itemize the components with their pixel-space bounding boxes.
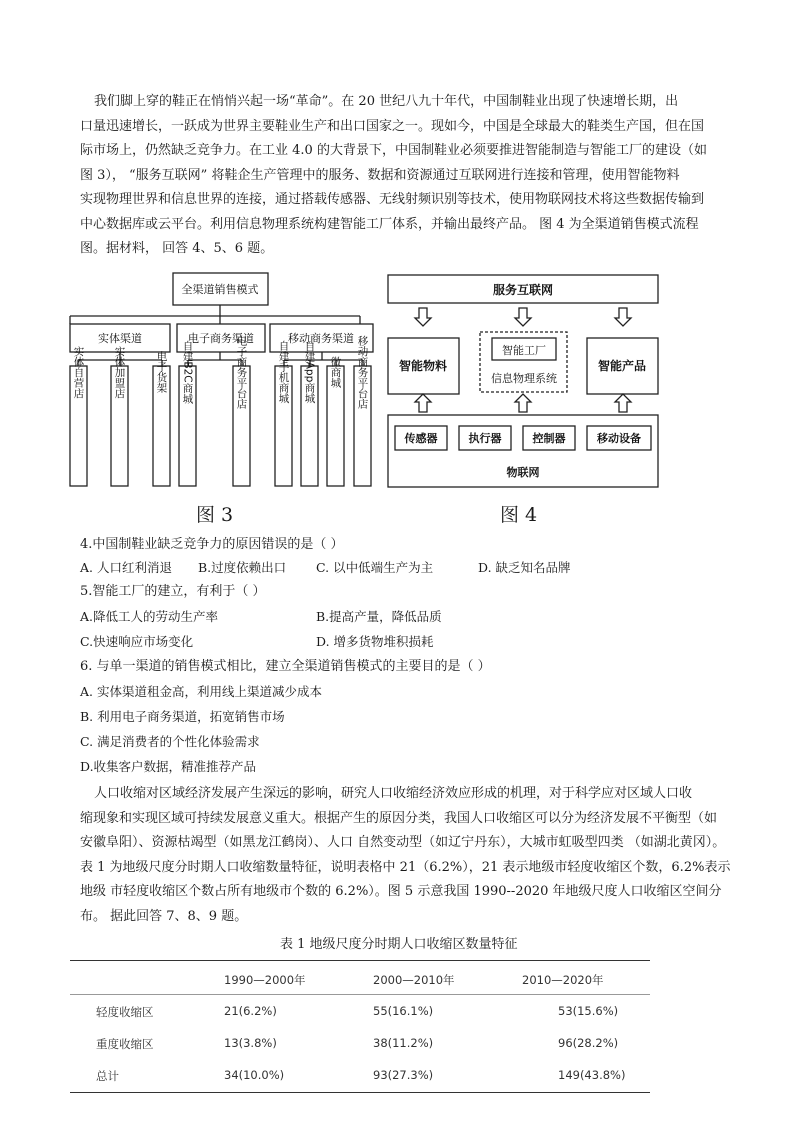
- fig4-device-label: 执行器: [468, 432, 502, 445]
- table-cell: 34(10.0%): [224, 1068, 285, 1082]
- question-4-stem: 4.中国制鞋业缺乏竞争力的原因错误的是（ ）: [80, 537, 344, 552]
- q4-option-a[interactable]: A. 人口红利消退: [80, 560, 172, 575]
- figure-4-diagram: [386, 272, 668, 492]
- table-header-cell: 2010—2020年: [522, 973, 604, 987]
- passage-1-line: 口量迅速增长，一跃成为世界主要鞋业生产和出口国家之一。现如今，中国是全球最大的鞋类生产国，但在国: [80, 118, 705, 134]
- fig3-group-label: 电子商务渠道: [188, 332, 254, 345]
- table-cell: 38(11.2%): [373, 1036, 434, 1050]
- q4-option-b[interactable]: B.过度依赖出口: [198, 560, 287, 575]
- table-cell: 96(28.2%): [558, 1036, 619, 1050]
- q5-option-b[interactable]: B.提高产量，降低品质: [316, 609, 442, 624]
- fig4-arrow-down: [515, 308, 531, 326]
- table-cell: 21(6.2%): [224, 1004, 277, 1018]
- question-5-stem: 5.智能工厂的建立，有利于（ ）: [80, 584, 266, 599]
- passage-1-line: 中心数据库或云平台。利用信息物理系统构建智能工厂体系，并输出最终产品。 图 4 为全渠道销售模式流程: [80, 216, 699, 232]
- fig4-device-label: 传感器: [404, 432, 438, 445]
- fig4-arrow-up: [615, 394, 631, 412]
- passage-2-line: 安徽阜阳）、资源枯竭型（如黑龙江鹤岗）、人口 自然变动型（如辽宁丹东），大城市虹吸型四类 （如湖北黄冈）。: [80, 835, 726, 850]
- table-header-row: [70, 972, 650, 1000]
- passage-2-line: 表 1 为地级尺度分时期人口收缩数量特征，说明表格中 21（6.2%），21 表示地级市轻度收缩区个数，6.2%表示: [80, 859, 731, 875]
- fig3-root-label: 全渠道销售模式: [181, 283, 259, 296]
- fig4-factory-label: 智能工厂: [502, 344, 546, 357]
- fig4-arrow-up: [515, 394, 531, 412]
- figure-3-caption: 图 3: [196, 504, 234, 526]
- fig3-leaf-label: 电子货架: [155, 351, 168, 393]
- passage-1-line: 实现物理世界和信息世界的连接，通过搭载传感器、无线射频识别等技术，使用物联网技术将这些数据传输到: [80, 192, 705, 207]
- fig3-leaf-label: 自建B2C商城: [181, 340, 194, 404]
- fig4-device-label: 移动设备: [597, 432, 641, 445]
- fig3-leaf-label: 电子商务平台店: [235, 335, 248, 409]
- table-cell: 轻度收缩区: [96, 1005, 154, 1019]
- passage-2-line: 缩现象和实现区域可持续发展意义重大。根据产生的原因分类，我国人口收缩区可以分为经济发展不平衡型（如: [80, 810, 718, 826]
- fig3-leaf-label: 实体自营店: [72, 345, 85, 399]
- fig4-arrow-up: [415, 394, 431, 412]
- fig4-arrow-down: [415, 308, 431, 326]
- table-cell: 53(15.6%): [558, 1004, 619, 1018]
- table-cell: 13(3.8%): [224, 1036, 277, 1050]
- fig3-leaf-label: 自建App商城: [303, 340, 316, 404]
- table-1-title: 表 1 地级尺度分时期人口收缩区数量特征: [280, 937, 518, 952]
- table-cell: 重度收缩区: [96, 1037, 154, 1051]
- q5-option-d[interactable]: D. 增多货物堆积损耗: [316, 634, 434, 649]
- fig3-leaf-label: 微商城: [329, 356, 342, 388]
- passage-2-line: 人口收缩对区域经济发展产生深远的影响，研究人口收缩经济效应形成的机理，对于科学应对区域人口收: [94, 786, 693, 801]
- table-row: [70, 1004, 650, 1032]
- fig4-cps-label: 信息物理系统: [491, 372, 557, 385]
- passage-1-line: 我们脚上穿的鞋正在悄悄兴起一场“革命”。在 20 世纪八九十年代，中国制鞋业出现了快速增长期，出: [94, 94, 679, 109]
- passage-2-line: 布。 据此回答 7、8、9 题。: [80, 908, 248, 924]
- q6-option-a[interactable]: A. 实体渠道租金高，利用线上渠道减少成本: [80, 684, 322, 699]
- fig3-leaf-label: 自建手机商城: [277, 340, 290, 404]
- q6-option-d[interactable]: D.收集客户数据，精准推荐产品: [80, 759, 257, 774]
- table-cell: 55(16.1%): [373, 1004, 434, 1018]
- figure-4-caption: 图 4: [500, 504, 538, 526]
- fig4-right-label: 智能产品: [597, 359, 647, 373]
- fig3-group-label: 实体渠道: [98, 332, 142, 345]
- question-6-stem: 6. 与单一渠道的销售模式相比，建立全渠道销售模式的主要目的是（ ）: [80, 659, 491, 674]
- table-row: [70, 1036, 650, 1064]
- fig3-group-label: 移动商务渠道: [288, 332, 354, 345]
- table-header-cell: 1990—2000年: [224, 973, 306, 987]
- q4-option-c[interactable]: C. 以中低端生产为主: [316, 560, 434, 575]
- fig4-arrow-down: [615, 308, 631, 326]
- q5-option-a[interactable]: A.降低工人的劳动生产率: [80, 609, 219, 624]
- q6-option-b[interactable]: B. 利用电子商务渠道，拓宽销售市场: [80, 709, 285, 724]
- fig4-iot-label: 物联网: [506, 466, 540, 479]
- passage-2-line: 地级 市轻度收缩区个数占所有地级市个数的 6.2%）。图 5 示意我国 1990--2020 年地级尺度人口收缩区空间分: [80, 884, 722, 899]
- fig4-top-label: 服务互联网: [492, 283, 554, 297]
- table-cell: 总计: [96, 1069, 119, 1083]
- table-header-cell: 2000—2010年: [373, 973, 455, 987]
- fig3-leaf-label: 移动商务平台店: [356, 335, 369, 409]
- figure-3-diagram: [60, 268, 380, 494]
- fig3-leaf-label: 实体加盟店: [113, 345, 126, 399]
- q4-option-d[interactable]: D. 缺乏知名品牌: [478, 560, 571, 575]
- q5-option-c[interactable]: C.快速响应市场变化: [80, 634, 194, 649]
- passage-1-line: 图。据材料， 回答 4、5、6 题。: [80, 241, 274, 256]
- passage-1-line: 图 3）， “服务互联网” 将鞋企生产管理中的服务、数据和资源通过互联网进行连接和管理，使用智能物料: [80, 167, 680, 183]
- fig4-left-label: 智能物料: [398, 359, 448, 373]
- table-cell: 149(43.8%): [558, 1068, 626, 1082]
- passage-1: [80, 90, 718, 262]
- passage-1-line: 际市场上，仍然缺乏竞争力。在工业 4.0 的大背景下，中国制鞋业必须要推进智能制造与智能工厂的建设（如: [80, 143, 707, 158]
- fig4-device-label: 控制器: [532, 432, 566, 445]
- passage-2: [80, 782, 731, 929]
- q6-option-c[interactable]: C. 满足消费者的个性化体验需求: [80, 734, 260, 749]
- table-cell: 93(27.3%): [373, 1068, 434, 1082]
